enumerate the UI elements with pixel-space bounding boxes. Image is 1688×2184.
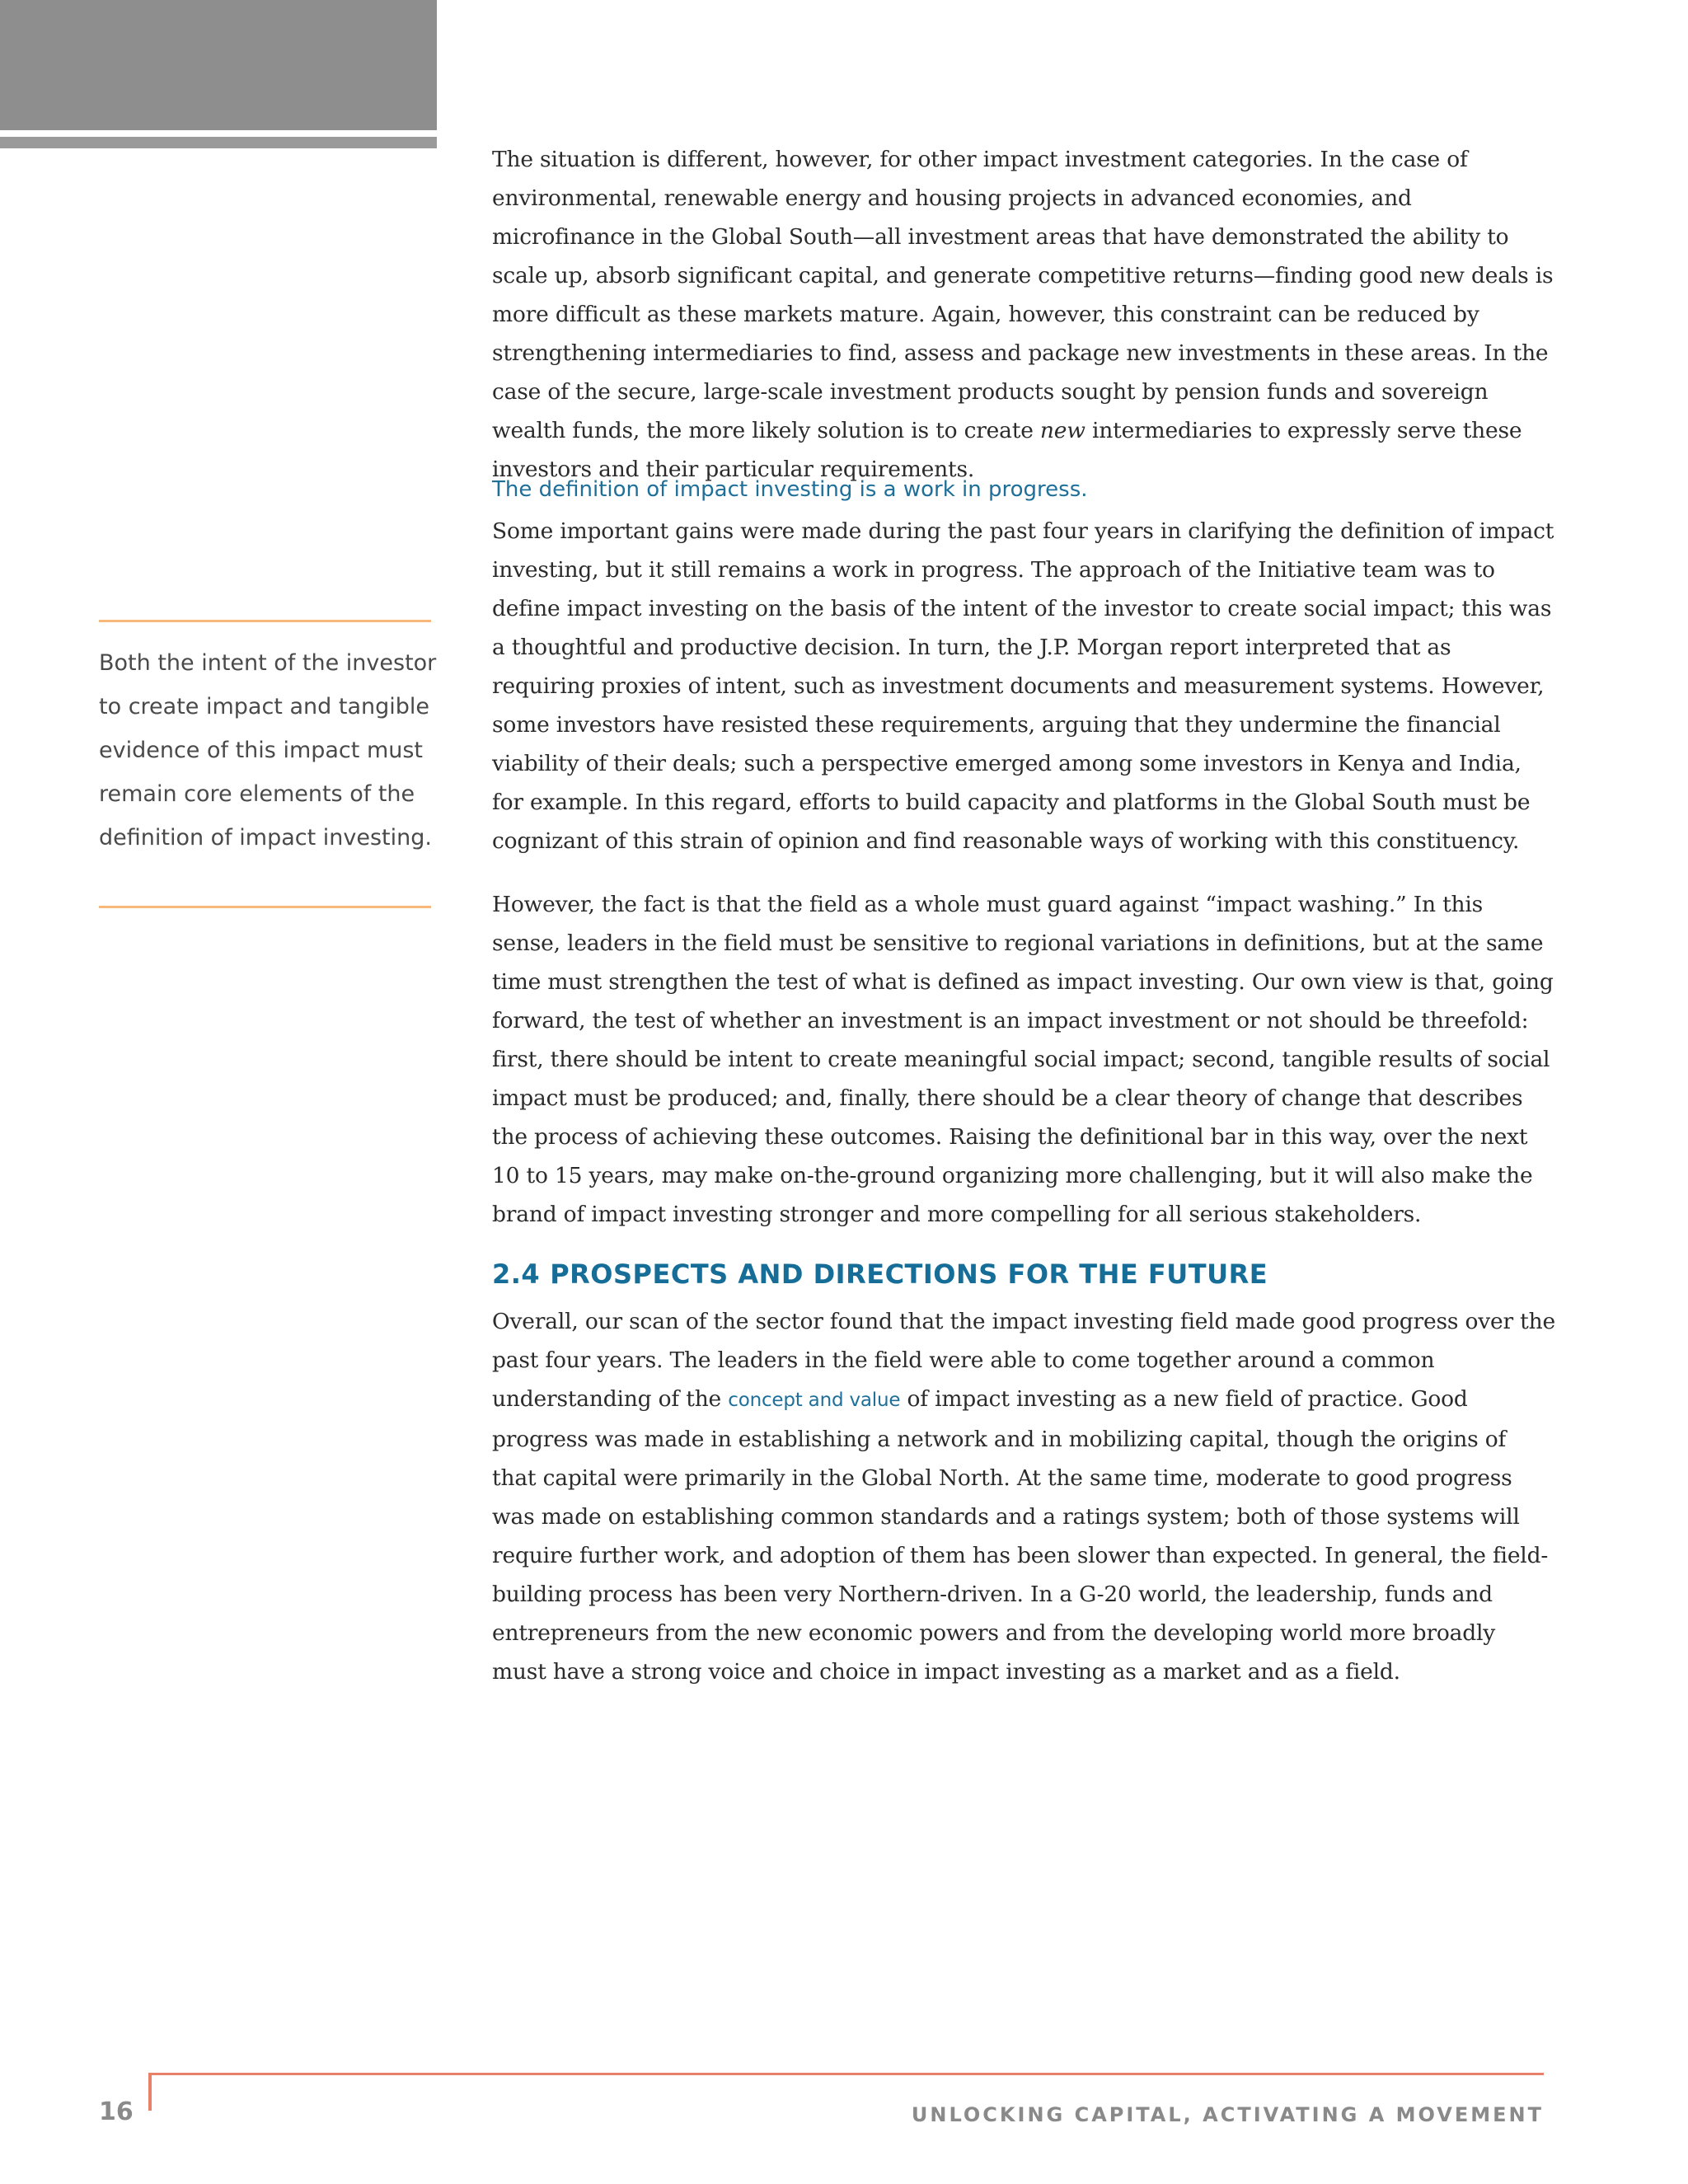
running-title: UNLOCKING CAPITAL, ACTIVATING A MOVEMENT	[911, 2103, 1544, 2126]
header-gray-block	[0, 0, 437, 130]
paragraph-text: The situation is different, however, for other impact investment categories. In the case of environmental, renewable energy and housing projects in advanced economies, and microfinance in the Global South—all investment areas that have demonstrated the ability to scale up, absorb significant capital, and generate competitive returns—finding good new deals is more difficult as these markets mature. Again, however, this constraint can be reduced by strengthening intermediaries to find, assess and package new investments in these areas. In the case of the secure, large-scale investment products sought by pension funds and sovereign wealth funds, the more likely solution is to create	[492, 147, 1554, 443]
footer-rule-tick	[148, 2073, 152, 2111]
callout-top-rule	[99, 620, 431, 622]
paragraph-text: of impact investing as a new field of practice. Good progress was made in establishing a network and in mobilizing capital, though the origins of that capital were primarily in the Global North. At the same time, moderate to good progress was made on establishing common standards and a ratings system; both of those systems will require further work, and adoption of them has been slower than expected. In general, the field-building process has been very Northern-driven. In a G-20 world, the leadership, funds and entrepreneurs from the new economic powers and from the developing world more broadly must have a strong voice and choice in impact investing as a market and as a field.	[492, 1386, 1549, 1685]
page-number: 16	[99, 2097, 134, 2126]
paragraph-text: Some important gains were made during the past four years in clarifying the definition of impact investing, but it still remains a work in progress. The approach of the Initiative team was to define impact investing on the basis of the intent of the investor to create social impact; this was a thoughtful and productive decision. In turn, the J.P. Morgan report interpreted that as requiring proxies of intent, such as investment documents and measurement systems. However, some investors have resisted these requirements, arguing that they undermine the financial viability of their deals; such a perspective emerged among some investors in Kenya and India, for example. In this regard, efforts to build capacity and platforms in the Global South must be cognizant of this strain of opinion and find reasonable ways of working with this constituency.	[492, 518, 1554, 854]
section-number: 2.4	[492, 1258, 541, 1290]
section-heading	[492, 1256, 1555, 1292]
subhead-definition: The definition of impact investing is a work in progress.	[492, 477, 1088, 502]
paragraph-prospects	[492, 1302, 1555, 1691]
callout-bottom-rule	[99, 906, 431, 908]
paragraph-impact-washing	[492, 885, 1555, 1234]
section-title: PROSPECTS AND DIRECTIONS FOR THE FUTURE	[550, 1258, 1268, 1290]
concept-and-value-link[interactable]: concept and value	[728, 1390, 901, 1411]
paragraph-definition	[492, 512, 1555, 860]
paragraph-intermediaries	[492, 140, 1555, 489]
emphasis-new: new	[1039, 418, 1085, 443]
paragraph-text: However, the fact is that the field as a whole must guard against “impact washing.” In this sense, leaders in the field must be sensitive to regional variations in definitions, but at the same time must strengthen the test of what is defined as impact investing. Our own view is that, going forward, the test of whether an investment is an impact investment or not should be threefold: first, there should be intent to create meaningful social impact; second, tangible results of social impact must be produced; and, finally, there should be a clear theory of change that describes the process of achieving these outcomes. Raising the definitional bar in this way, over the next 10 to 15 years, may make on-the-ground organizing more challenging, but it will also make the brand of impact investing stronger and more compelling for all serious stakeholders.	[492, 892, 1554, 1227]
footer-rule	[148, 2073, 1544, 2075]
header-gray-stripe	[0, 137, 437, 148]
paragraph-text: Overall, our scan of the sector found that the impact investing field made good progress over the past four years. The leaders in the field were able to come together around a common understanding of the	[492, 1309, 1555, 1412]
paragraph-text: intermediaries to expressly serve these investors and their particular requirements.	[492, 418, 1522, 482]
pull-quote: Both the intent of the investor to create impact and tangible evidence of this impact must remain core elements of the definition of impact investing.	[99, 650, 437, 851]
